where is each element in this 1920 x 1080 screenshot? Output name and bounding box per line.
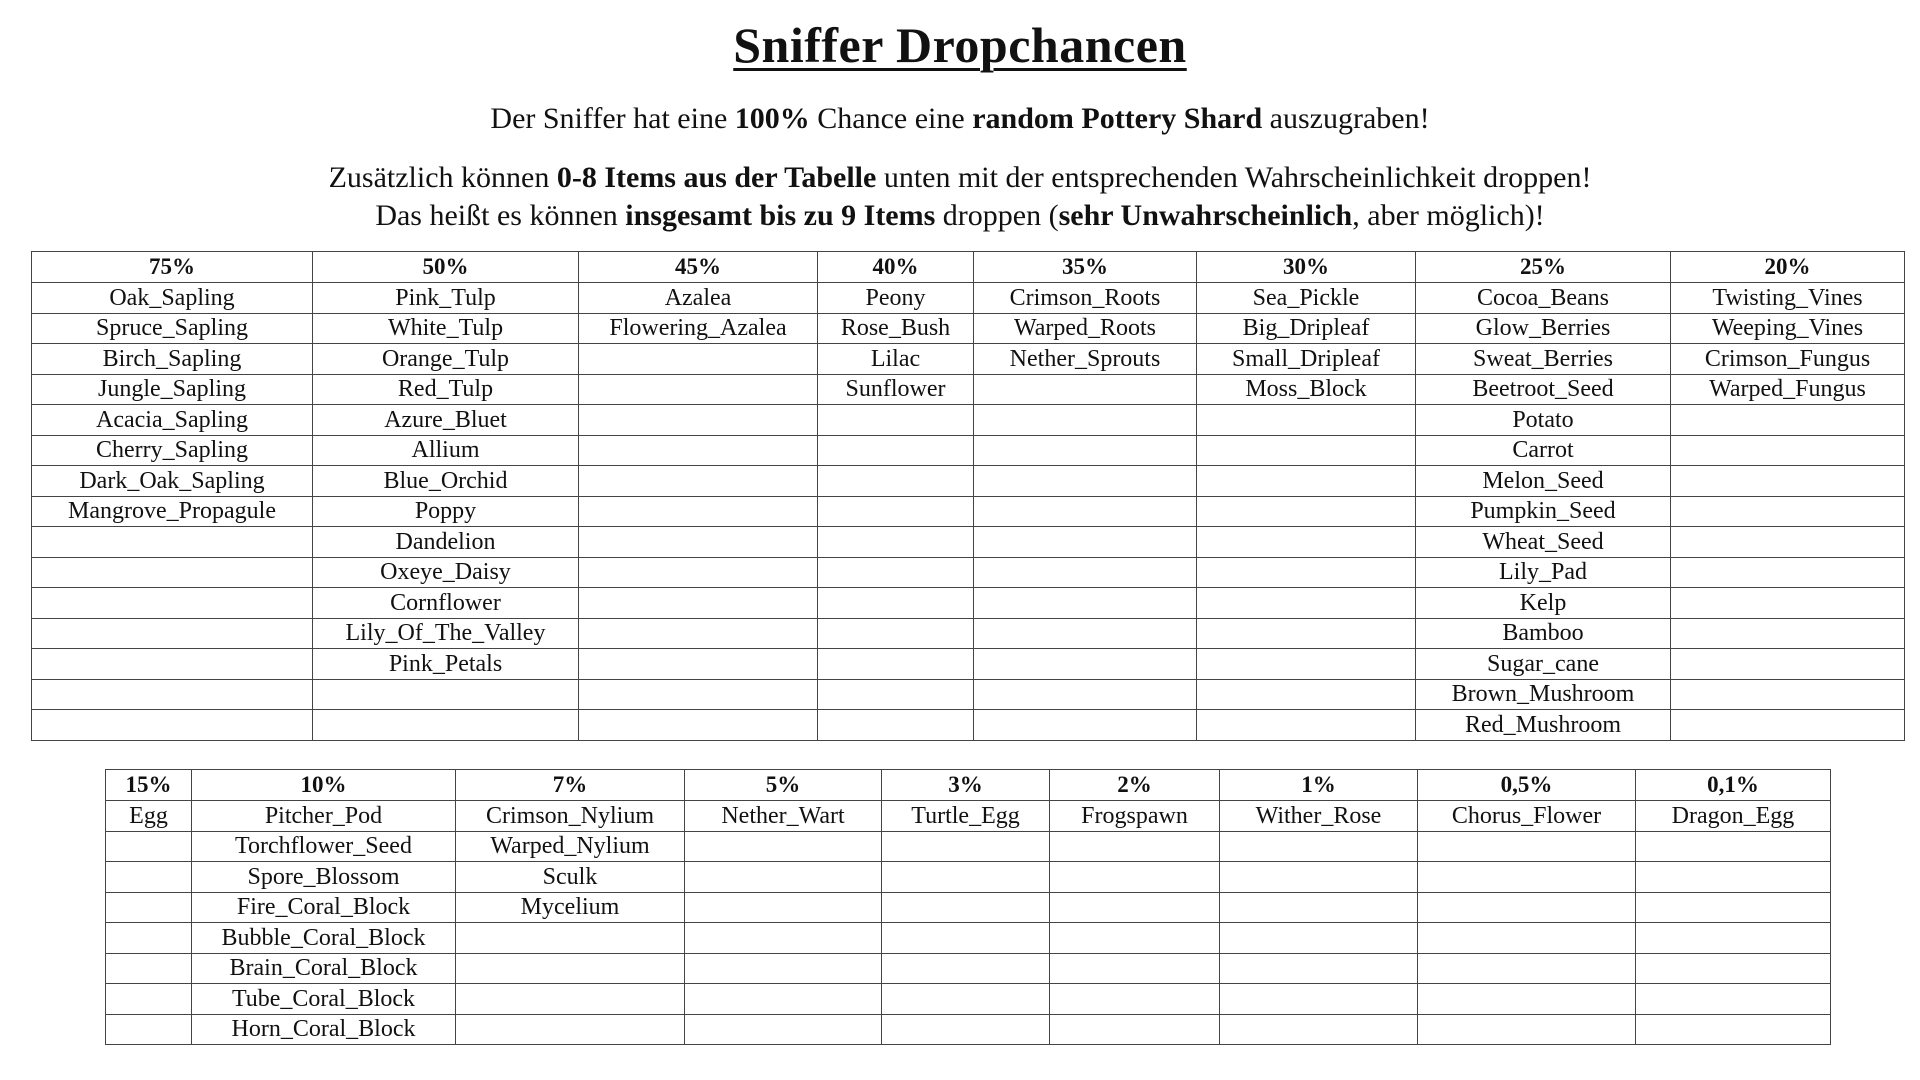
chance-header: 20% — [1671, 252, 1905, 283]
table-row — [32, 496, 1905, 527]
item-cell — [32, 649, 313, 680]
emphasis-text: sehr Unwahrscheinlich — [1058, 199, 1353, 232]
page-title: Sniffer Dropchancen — [733, 17, 1187, 73]
item-cell: Crimson_Nylium — [456, 801, 685, 832]
item-cell: Crimson_Roots — [974, 283, 1197, 314]
item-cell: Mangrove_Propagule — [32, 496, 313, 527]
text-segment: , aber möglich)! — [1352, 199, 1545, 232]
item-cell: Pink_Petals — [313, 649, 579, 680]
item-cell — [974, 374, 1197, 405]
item-cell — [882, 1014, 1050, 1045]
item-cell — [579, 679, 818, 710]
table-row — [32, 557, 1905, 588]
item-cell: Azalea — [579, 283, 818, 314]
item-cell — [818, 496, 974, 527]
item-cell: Pink_Tulp — [313, 283, 579, 314]
chance-header: 5% — [685, 770, 882, 801]
item-cell: Moss_Block — [1197, 374, 1416, 405]
drop-table-low — [105, 769, 1831, 1045]
item-cell — [106, 953, 192, 984]
item-cell — [579, 710, 818, 741]
item-cell: Crimson_Fungus — [1671, 344, 1905, 375]
item-cell — [579, 649, 818, 680]
item-cell: White_Tulp — [313, 313, 579, 344]
table-row — [32, 588, 1905, 619]
table-row — [106, 892, 1831, 923]
item-cell: Carrot — [1416, 435, 1671, 466]
item-cell — [1636, 1014, 1831, 1045]
drop-table-high — [31, 251, 1905, 741]
item-cell — [1220, 862, 1418, 893]
item-cell — [685, 831, 882, 862]
item-cell — [1418, 923, 1636, 954]
item-cell: Orange_Tulp — [313, 344, 579, 375]
item-cell: Dandelion — [313, 527, 579, 558]
item-cell: Frogspawn — [1050, 801, 1220, 832]
table-row — [32, 527, 1905, 558]
table-row — [32, 405, 1905, 436]
table-row — [106, 953, 1831, 984]
item-cell: Azure_Bluet — [313, 405, 579, 436]
item-cell: Wither_Rose — [1220, 801, 1418, 832]
item-cell — [685, 862, 882, 893]
table-row — [32, 710, 1905, 741]
item-cell — [579, 618, 818, 649]
item-cell — [974, 588, 1197, 619]
item-cell — [974, 710, 1197, 741]
table-row — [106, 923, 1831, 954]
item-cell — [974, 679, 1197, 710]
item-cell — [1418, 862, 1636, 893]
item-cell — [579, 374, 818, 405]
table-row — [32, 283, 1905, 314]
chance-header: 2% — [1050, 770, 1220, 801]
item-cell: Bubble_Coral_Block — [192, 923, 456, 954]
text-segment: unten mit der entsprechenden Wahrscheinlichkeit droppen! — [876, 161, 1592, 194]
chance-header: 25% — [1416, 252, 1671, 283]
item-cell: Brown_Mushroom — [1416, 679, 1671, 710]
text-segment: Das heißt es können — [375, 199, 626, 232]
item-cell — [32, 618, 313, 649]
emphasis-text: random Pottery Shard — [972, 102, 1263, 135]
item-cell: Poppy — [313, 496, 579, 527]
item-cell: Warped_Roots — [974, 313, 1197, 344]
item-cell: Chorus_Flower — [1418, 801, 1636, 832]
item-cell: Warped_Nylium — [456, 831, 685, 862]
item-cell — [106, 892, 192, 923]
item-cell — [1220, 831, 1418, 862]
item-cell — [1418, 892, 1636, 923]
item-cell — [818, 649, 974, 680]
table-row — [106, 831, 1831, 862]
item-cell: Lily_Pad — [1416, 557, 1671, 588]
table-row — [106, 801, 1831, 832]
item-cell — [1220, 892, 1418, 923]
item-cell: Birch_Sapling — [32, 344, 313, 375]
text-segment: Chance eine — [809, 102, 973, 135]
chance-header: 3% — [882, 770, 1050, 801]
chance-header: 75% — [32, 252, 313, 283]
item-cell: Peony — [818, 283, 974, 314]
item-cell — [685, 984, 882, 1015]
item-cell: Sweat_Berries — [1416, 344, 1671, 375]
chance-header: 50% — [313, 252, 579, 283]
item-cell — [106, 1014, 192, 1045]
item-cell — [1671, 466, 1905, 497]
item-cell — [1197, 466, 1416, 497]
item-cell: Red_Mushroom — [1416, 710, 1671, 741]
table-row — [32, 679, 1905, 710]
table-row — [32, 374, 1905, 405]
chance-header: 15% — [106, 770, 192, 801]
item-cell: Horn_Coral_Block — [192, 1014, 456, 1045]
table-row — [106, 1014, 1831, 1045]
item-cell — [1197, 496, 1416, 527]
item-cell: Pitcher_Pod — [192, 801, 456, 832]
extra-items-text — [0, 161, 1920, 195]
item-cell — [1050, 953, 1220, 984]
item-cell — [1671, 435, 1905, 466]
item-cell — [1418, 984, 1636, 1015]
item-cell: Cherry_Sapling — [32, 435, 313, 466]
item-cell — [106, 831, 192, 862]
item-cell: Sunflower — [818, 374, 974, 405]
item-cell: Rose_Bush — [818, 313, 974, 344]
table-row — [32, 618, 1905, 649]
item-cell — [1671, 618, 1905, 649]
item-cell — [1636, 862, 1831, 893]
item-cell — [1197, 679, 1416, 710]
item-cell — [1671, 710, 1905, 741]
item-cell — [1197, 405, 1416, 436]
table-row — [32, 344, 1905, 375]
item-cell — [1671, 496, 1905, 527]
item-cell — [818, 557, 974, 588]
item-cell: Tube_Coral_Block — [192, 984, 456, 1015]
item-cell — [1050, 892, 1220, 923]
chance-header: 30% — [1197, 252, 1416, 283]
item-cell — [685, 892, 882, 923]
item-cell — [882, 923, 1050, 954]
item-cell: Lilac — [818, 344, 974, 375]
table-row — [32, 435, 1905, 466]
item-cell — [1050, 984, 1220, 1015]
header-row — [32, 252, 1905, 283]
item-cell — [1197, 435, 1416, 466]
item-cell — [32, 679, 313, 710]
item-cell: Brain_Coral_Block — [192, 953, 456, 984]
item-cell — [882, 892, 1050, 923]
item-cell: Lily_Of_The_Valley — [313, 618, 579, 649]
item-cell — [106, 862, 192, 893]
item-cell — [1636, 923, 1831, 954]
item-cell — [1197, 557, 1416, 588]
item-cell — [818, 405, 974, 436]
item-cell: Wheat_Seed — [1416, 527, 1671, 558]
item-cell — [882, 984, 1050, 1015]
text-segment: Der Sniffer hat eine — [490, 102, 735, 135]
item-cell — [579, 557, 818, 588]
item-cell — [974, 496, 1197, 527]
item-cell: Mycelium — [456, 892, 685, 923]
item-cell: Torchflower_Seed — [192, 831, 456, 862]
item-cell — [579, 435, 818, 466]
text-segment: Zusätzlich können — [328, 161, 557, 194]
item-cell — [1418, 831, 1636, 862]
item-cell — [882, 862, 1050, 893]
item-cell: Dark_Oak_Sapling — [32, 466, 313, 497]
item-cell — [313, 710, 579, 741]
item-cell — [974, 618, 1197, 649]
item-cell — [579, 405, 818, 436]
item-cell — [818, 435, 974, 466]
table-row — [106, 862, 1831, 893]
item-cell: Big_Dripleaf — [1197, 313, 1416, 344]
item-cell — [974, 466, 1197, 497]
item-cell: Warped_Fungus — [1671, 374, 1905, 405]
table-row — [106, 984, 1831, 1015]
item-cell: Bamboo — [1416, 618, 1671, 649]
item-cell — [1636, 831, 1831, 862]
item-cell — [579, 344, 818, 375]
item-cell: Sea_Pickle — [1197, 283, 1416, 314]
item-cell — [1197, 588, 1416, 619]
item-cell — [685, 923, 882, 954]
emphasis-text: 0-8 Items aus der Tabelle — [556, 161, 877, 194]
chance-header: 1% — [1220, 770, 1418, 801]
item-cell — [1636, 953, 1831, 984]
item-cell — [1418, 953, 1636, 984]
item-cell: Red_Tulp — [313, 374, 579, 405]
item-cell — [456, 1014, 685, 1045]
item-cell: Small_Dripleaf — [1197, 344, 1416, 375]
item-cell — [818, 466, 974, 497]
item-cell — [1050, 923, 1220, 954]
item-cell: Melon_Seed — [1416, 466, 1671, 497]
chance-header: 7% — [456, 770, 685, 801]
item-cell — [685, 1014, 882, 1045]
text-segment: auszugraben! — [1262, 102, 1430, 135]
item-cell — [1050, 1014, 1220, 1045]
item-cell — [818, 679, 974, 710]
item-cell — [456, 984, 685, 1015]
chance-header: 0,5% — [1418, 770, 1636, 801]
item-cell: Dragon_Egg — [1636, 801, 1831, 832]
item-cell: Jungle_Sapling — [32, 374, 313, 405]
text-segment: droppen ( — [935, 199, 1059, 232]
item-cell — [974, 405, 1197, 436]
item-cell: Pumpkin_Seed — [1416, 496, 1671, 527]
item-cell — [818, 527, 974, 558]
chance-header: 40% — [818, 252, 974, 283]
item-cell — [974, 435, 1197, 466]
item-cell — [1636, 892, 1831, 923]
item-cell — [882, 953, 1050, 984]
item-cell: Blue_Orchid — [313, 466, 579, 497]
item-cell — [1220, 1014, 1418, 1045]
item-cell — [1418, 1014, 1636, 1045]
intro-text — [0, 102, 1920, 136]
item-cell: Spruce_Sapling — [32, 313, 313, 344]
item-cell — [1197, 527, 1416, 558]
item-cell — [974, 649, 1197, 680]
item-cell: Oak_Sapling — [32, 283, 313, 314]
item-cell: Potato — [1416, 405, 1671, 436]
emphasis-text: 100% — [734, 102, 810, 135]
item-cell: Nether_Sprouts — [974, 344, 1197, 375]
item-cell — [1671, 649, 1905, 680]
item-cell — [1636, 984, 1831, 1015]
item-cell: Acacia_Sapling — [32, 405, 313, 436]
item-cell: Nether_Wart — [685, 801, 882, 832]
item-cell — [818, 618, 974, 649]
item-cell — [1197, 710, 1416, 741]
item-cell — [1671, 527, 1905, 558]
item-cell — [818, 588, 974, 619]
total-items-text — [0, 199, 1920, 233]
item-cell — [32, 527, 313, 558]
item-cell — [1671, 588, 1905, 619]
item-cell: Sugar_cane — [1416, 649, 1671, 680]
item-cell — [1197, 618, 1416, 649]
item-cell — [313, 679, 579, 710]
header-row — [106, 770, 1831, 801]
chance-header: 35% — [974, 252, 1197, 283]
item-cell — [974, 557, 1197, 588]
item-cell — [456, 953, 685, 984]
chance-header: 10% — [192, 770, 456, 801]
item-cell: Twisting_Vines — [1671, 283, 1905, 314]
item-cell: Beetroot_Seed — [1416, 374, 1671, 405]
item-cell — [579, 588, 818, 619]
table-row — [32, 313, 1905, 344]
item-cell — [32, 557, 313, 588]
item-cell — [1671, 679, 1905, 710]
item-cell — [1671, 557, 1905, 588]
table-row — [32, 649, 1905, 680]
item-cell: Spore_Blossom — [192, 862, 456, 893]
item-cell — [685, 953, 882, 984]
item-cell: Weeping_Vines — [1671, 313, 1905, 344]
item-cell: Fire_Coral_Block — [192, 892, 456, 923]
item-cell: Flowering_Azalea — [579, 313, 818, 344]
item-cell: Sculk — [456, 862, 685, 893]
item-cell — [1197, 649, 1416, 680]
item-cell — [882, 831, 1050, 862]
item-cell — [1050, 862, 1220, 893]
item-cell — [579, 496, 818, 527]
item-cell: Allium — [313, 435, 579, 466]
item-cell — [1220, 923, 1418, 954]
item-cell — [974, 527, 1197, 558]
item-cell: Turtle_Egg — [882, 801, 1050, 832]
item-cell — [579, 527, 818, 558]
item-cell: Kelp — [1416, 588, 1671, 619]
item-cell — [1050, 831, 1220, 862]
item-cell — [456, 923, 685, 954]
item-cell — [818, 710, 974, 741]
item-cell — [579, 466, 818, 497]
item-cell — [1671, 405, 1905, 436]
item-cell — [1220, 984, 1418, 1015]
item-cell — [32, 710, 313, 741]
emphasis-text: insgesamt bis zu 9 Items — [625, 199, 936, 232]
item-cell: Cornflower — [313, 588, 579, 619]
item-cell: Cocoa_Beans — [1416, 283, 1671, 314]
item-cell: Glow_Berries — [1416, 313, 1671, 344]
table-row — [32, 466, 1905, 497]
item-cell — [106, 923, 192, 954]
item-cell — [32, 588, 313, 619]
item-cell: Oxeye_Daisy — [313, 557, 579, 588]
chance-header: 0,1% — [1636, 770, 1831, 801]
item-cell — [1220, 953, 1418, 984]
chance-header: 45% — [579, 252, 818, 283]
item-cell — [106, 984, 192, 1015]
item-cell: Egg — [106, 801, 192, 832]
